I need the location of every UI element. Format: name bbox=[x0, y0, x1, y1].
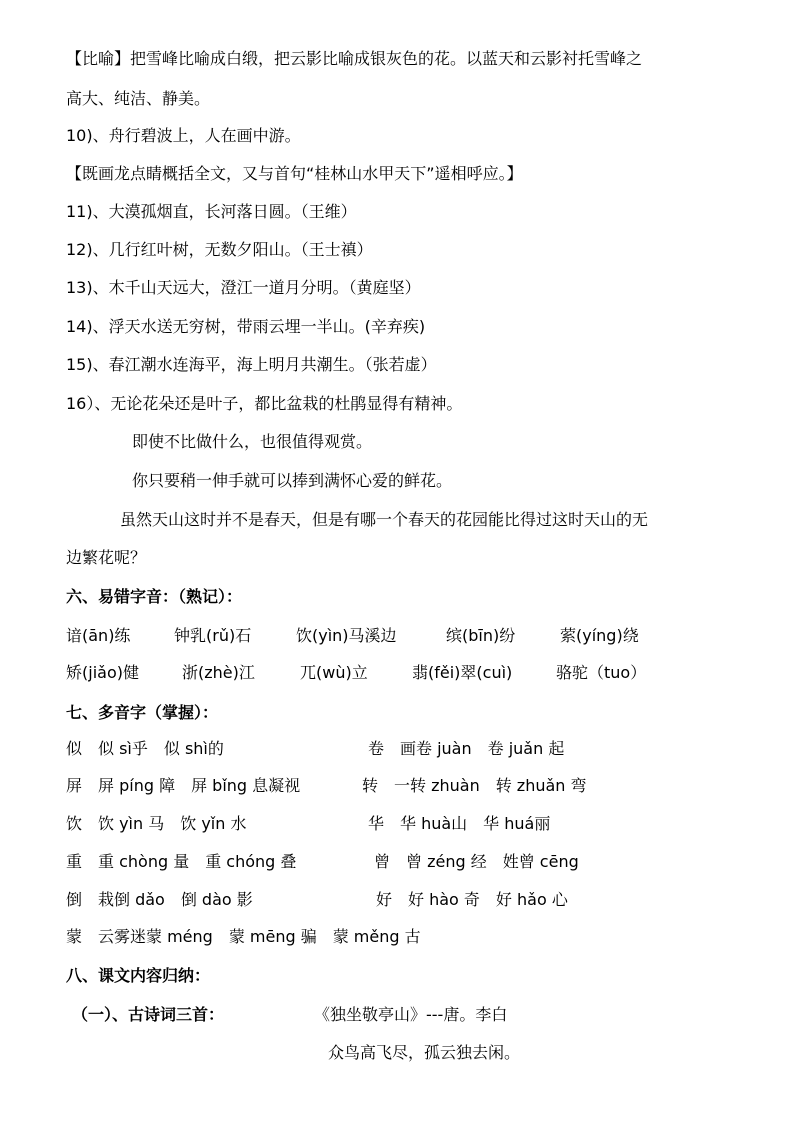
item-16-line3: 你只要稍一伸手就可以捧到满怀心爱的鲜花。 bbox=[132, 471, 453, 490]
polyphone-left: 蒙 云雾迷蒙 méng 蒙 mēng 骗 蒙 měng 古 bbox=[66, 927, 421, 946]
polyphone-left: 倒 栽倒 dǎo 倒 dào 影 bbox=[66, 890, 253, 909]
item-16-line4: 虽然天山这时并不是春天，但是有哪一个春天的花园能比得过这时天山的无 bbox=[120, 510, 649, 529]
item-16: 16）、无论花朵还是叶子，都比盆栽的杜鹃显得有精神。 bbox=[66, 394, 463, 413]
pronunciation-item: 兀(wù)立 bbox=[300, 663, 368, 682]
polyphone-right: 曾 曾 zéng 经 姓曾 cēng bbox=[374, 852, 579, 871]
pronunciation-item: 饮(yìn)马溪边 bbox=[296, 626, 397, 645]
section-7-heading: 七、多音字（掌握）： bbox=[66, 703, 219, 722]
polyphone-right: 好 好 hào 奇 好 hǎo 心 bbox=[376, 890, 568, 909]
poem-line: 众鸟高飞尽，孤云独去闲。 bbox=[328, 1043, 521, 1062]
subsection-heading: （一）、古诗词三首： bbox=[72, 1005, 225, 1024]
paragraph-metaphor-cont: 高大、纯洁、静美。 bbox=[66, 89, 211, 108]
pronunciation-item: 萦(yíng)绕 bbox=[560, 626, 639, 645]
pronunciation-item: 矫(jiǎo)健 bbox=[66, 663, 139, 682]
section-6-heading: 六、易错字音：（熟记）： bbox=[66, 587, 243, 606]
pronunciation-item: 骆驼（tuo） bbox=[556, 663, 647, 682]
item-14: 14)、浮天水送无穷树，带雨云埋一半山。(辛弃疾) bbox=[66, 317, 426, 336]
item-12: 12)、几行红叶树，无数夕阳山。（王士禛） bbox=[66, 240, 373, 259]
item-10-note: 【既画龙点睛概括全文，又与首句“桂林山水甲天下”遥相呼应。】 bbox=[66, 164, 523, 183]
item-16-line2: 即使不比做什么，也很值得观赏。 bbox=[132, 432, 373, 451]
item-16-line5: 边繁花呢？ bbox=[66, 548, 147, 567]
poem-title: 《独坐敬亭山》---唐。李白 bbox=[314, 1005, 508, 1024]
polyphone-left: 似 似 sì乎 似 shì的 bbox=[66, 739, 224, 758]
polyphone-left: 饮 饮 yìn 马 饮 yǐn 水 bbox=[66, 814, 247, 833]
pronunciation-item: 谙(ān)练 bbox=[66, 626, 131, 645]
item-13: 13)、木千山天远大，澄江一道月分明。（黄庭坚） bbox=[66, 278, 421, 297]
item-10: 10)、舟行碧波上，人在画中游。 bbox=[66, 126, 301, 145]
pronunciation-item: 翡(fěi)翠(cuì) bbox=[412, 663, 513, 682]
polyphone-left: 重 重 chòng 量 重 chóng 叠 bbox=[66, 852, 297, 871]
polyphone-right: 卷 画卷 juàn 卷 juǎn 起 bbox=[368, 739, 565, 758]
polyphone-right: 转 一转 zhuàn 转 zhuǎn 弯 bbox=[362, 776, 587, 795]
section-8-heading: 八、课文内容归纳： bbox=[66, 966, 211, 985]
pronunciation-item: 浙(zhè)江 bbox=[182, 663, 255, 682]
polyphone-right: 华 华 huà山 华 huá丽 bbox=[368, 814, 551, 833]
pronunciation-item: 钟乳(rǔ)石 bbox=[174, 626, 252, 645]
polyphone-left: 屏 屏 píng 障 屏 bǐng 息凝视 bbox=[66, 776, 301, 795]
item-11: 11)、大漠孤烟直，长河落日圆。（王维） bbox=[66, 202, 357, 221]
pronunciation-item: 缤(bīn)纷 bbox=[446, 626, 516, 645]
item-15: 15)、春江潮水连海平，海上明月共潮生。（张若虚） bbox=[66, 355, 437, 374]
paragraph-metaphor: 【比喻】把雪峰比喻成白缎，把云影比喻成银灰色的花。以蓝天和云影衬托雪峰之 bbox=[66, 49, 643, 68]
